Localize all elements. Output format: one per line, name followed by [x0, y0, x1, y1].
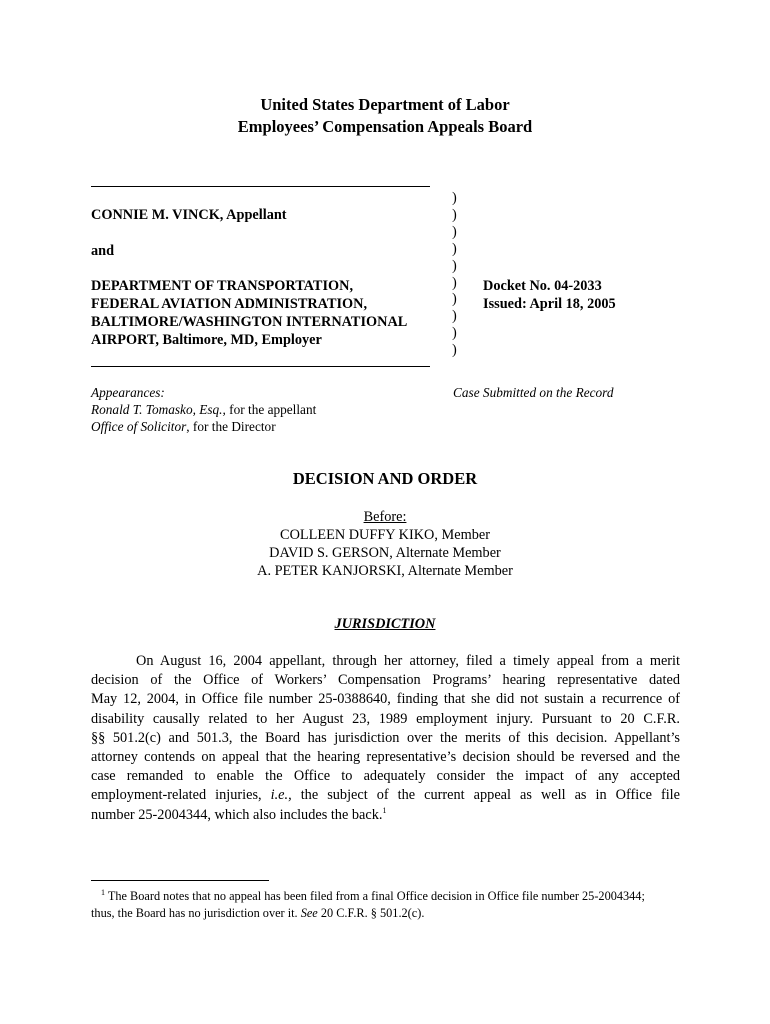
paragraph-line: May 12, 2004, in Office file number 25-0388640, finding that she did not sustain a recurrence of [91, 691, 680, 708]
paren: ) [452, 291, 457, 308]
footnote-rule [91, 880, 269, 881]
caption-top-rule [91, 186, 430, 187]
paragraph-line: On August 16, 2004 appellant, through her attorney, filed a timely appeal from a merit [136, 653, 680, 669]
decision-title: DECISION AND ORDER [292, 469, 478, 488]
employer-line-2: FEDERAL AVIATION ADMINISTRATION, [91, 296, 368, 312]
caption-bottom-rule [91, 366, 430, 367]
appellant-name: CONNIE M. VINCK, Appellant [91, 207, 287, 223]
footnote-line-1 [91, 888, 680, 905]
case-submitted-note: Case Submitted on the Record [453, 385, 614, 400]
footnote-reference[interactable]: 1 [382, 805, 387, 815]
director-counsel-name: Office of Solicitor [91, 419, 187, 434]
paragraph-line [91, 806, 680, 825]
director-counsel [91, 419, 276, 435]
panel-member-2: DAVID S. GERSON, Alternate Member [269, 545, 501, 561]
employer-line-3: BALTIMORE/WASHINGTON INTERNATIONAL [91, 314, 408, 330]
employer-line-4: AIRPORT, Baltimore, MD, Employer [91, 332, 322, 348]
paren: ) [452, 206, 457, 223]
paren: ) [452, 274, 457, 291]
before-label [0, 509, 770, 526]
caption-paren-column [452, 190, 462, 359]
appellant-counsel-name: Ronald T. Tomasko, Esq., [91, 402, 226, 417]
see-signal: See [300, 906, 318, 920]
panel-member-3: A. PETER KANJORSKI, Alternate Member [257, 563, 513, 579]
footnote-line-2 [91, 905, 680, 922]
jurisdiction-heading-text: JURISDICTION [334, 616, 436, 632]
agency-title: United States Department of Labor [260, 95, 510, 114]
board-title: Employees’ Compensation Appeals Board [237, 117, 533, 136]
employer-line-1: DEPARTMENT OF TRANSPORTATION, [91, 278, 354, 294]
and-text: and [91, 243, 115, 259]
paragraph-line: §§ 501.2(c) and 501.3, the Board has jurisdiction over the merits of this decision. Appellant’s [91, 729, 680, 746]
appellant-counsel [91, 402, 316, 418]
paren: ) [452, 257, 457, 274]
line-segment: the subject of the current appeal as well as in Office file [291, 787, 680, 804]
paren: ) [452, 308, 457, 325]
docket-number: Docket No. 04-2033 [483, 278, 602, 294]
issued-date: Issued: April 18, 2005 [483, 296, 616, 312]
line-segment: number 25-2004344, which also includes the back. [91, 806, 383, 823]
before-text: Before: [363, 509, 407, 525]
paren: ) [452, 240, 457, 257]
paragraph-line: case remanded to enable the Office to adequately consider the impact of any accepted [91, 768, 680, 785]
line-segment: employment-related injuries, [91, 787, 271, 804]
paragraph-line: disability causally related to her August 23, 1989 employment injury. Pursuant to 20 C.F.R. [91, 710, 680, 727]
director-counsel-role: , for the Director [186, 419, 276, 434]
ie-abbrev: i.e., [270, 787, 292, 804]
paren: ) [452, 190, 457, 206]
paren: ) [452, 342, 457, 359]
footnote [91, 888, 680, 922]
paragraph-line: attorney contends on appeal that the hearing representative’s decision should be reversed and the [91, 749, 680, 766]
paren: ) [452, 223, 457, 240]
jurisdiction-paragraph [91, 652, 680, 825]
footnote-text: 20 C.F.R. § 501.2(c). [317, 906, 425, 920]
jurisdiction-heading [0, 616, 770, 633]
paren: ) [452, 325, 457, 342]
appellant-counsel-role: for the appellant [225, 402, 317, 417]
paragraph-line [91, 786, 680, 805]
footnote-text: The Board notes that no appeal has been filed from a final Office decision in Office file number 25-2004344; [105, 889, 645, 903]
appearances-label: Appearances: [91, 385, 165, 400]
footnote-marker: 1 [101, 887, 105, 897]
footnote-text: thus, the Board has no jurisdiction over it. [91, 906, 301, 920]
paragraph-line: decision of the Office of Workers’ Compensation Programs’ hearing representative dated [91, 672, 680, 689]
panel-member-1: COLLEEN DUFFY KIKO, Member [280, 527, 490, 543]
